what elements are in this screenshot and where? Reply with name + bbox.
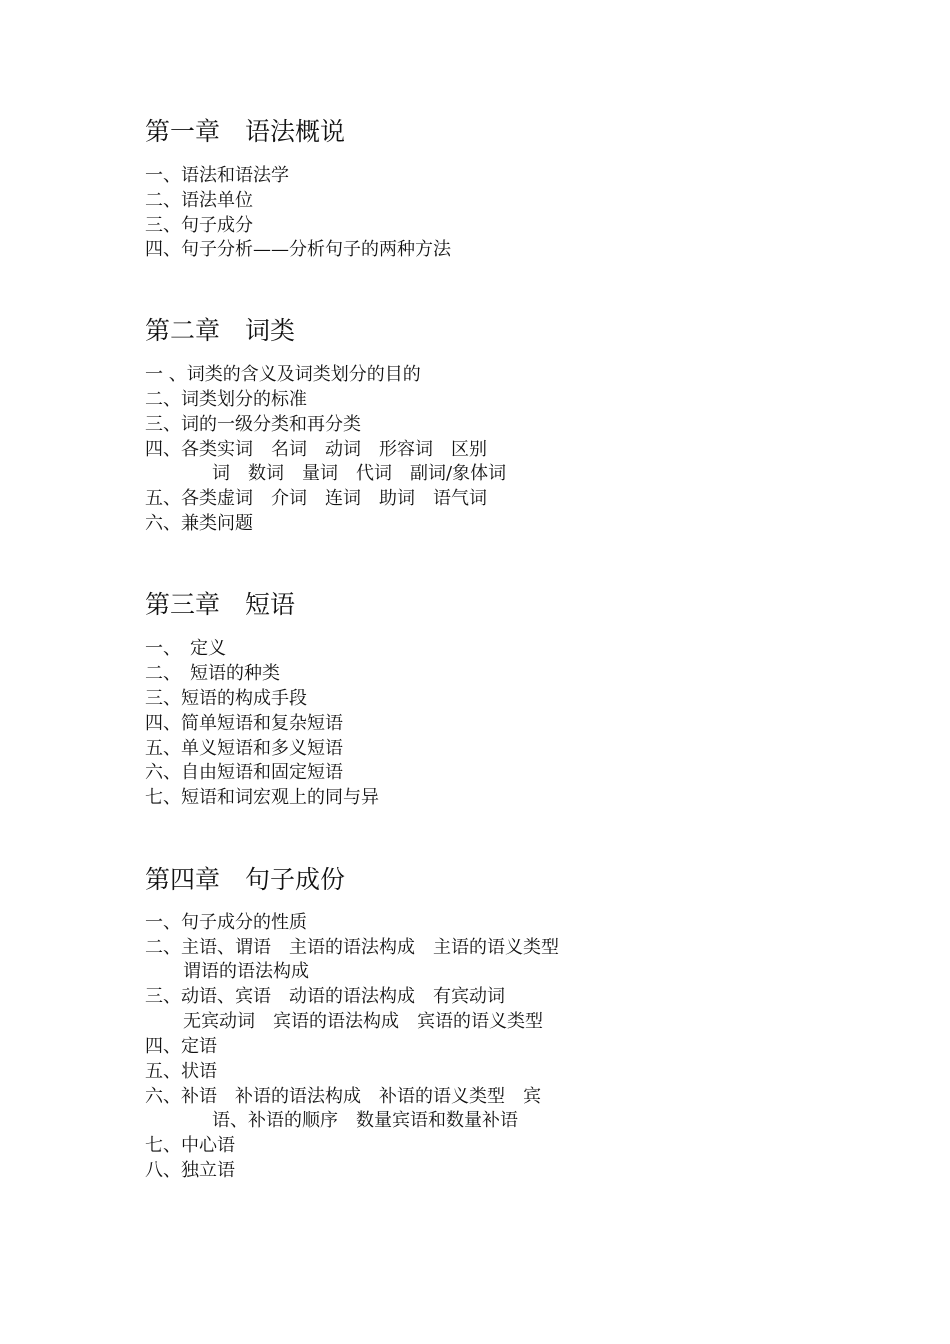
chapter-3-item-3: 三、短语的构成手段 <box>145 688 307 709</box>
chapter-3-title: 第三章 短语 <box>145 590 296 619</box>
chapter-2-item-3: 三、词的一级分类和再分类 <box>145 414 361 435</box>
chapter-3-item-7: 七、短语和词宏观上的同与异 <box>145 787 379 808</box>
chapter-2-item-4: 四、各类实词 名词 动词 形容词 区别 <box>145 439 487 460</box>
chapter-1-item-1: 一、语法和语法学 <box>145 165 289 186</box>
chapter-4-item-1: 一、句子成分的性质 <box>145 912 307 933</box>
chapter-3-item-6: 六、自由短语和固定短语 <box>145 762 343 783</box>
chapter-3-item-4: 四、简单短语和复杂短语 <box>145 713 343 734</box>
chapter-2-item-6: 六、兼类问题 <box>145 513 253 534</box>
chapter-4-item-7: 七、中心语 <box>145 1135 235 1156</box>
chapter-2-title: 第二章 词类 <box>145 316 296 345</box>
chapter-3-item-5: 五、单义短语和多义短语 <box>145 738 343 759</box>
chapter-1-title: 第一章 语法概说 <box>145 117 346 146</box>
chapter-4-title: 第四章 句子成份 <box>145 865 346 894</box>
chapter-2-item-2: 二、词类划分的标准 <box>145 389 307 410</box>
chapter-1-item-3: 三、句子成分 <box>145 215 253 236</box>
chapter-4-item-8: 八、独立语 <box>145 1160 235 1181</box>
chapter-4-item-3: 三、动语、宾语 动语的语法构成 有宾动词 <box>145 986 505 1007</box>
chapter-1-item-2: 二、语法单位 <box>145 190 253 211</box>
chapter-4-item-4: 四、定语 <box>145 1036 217 1057</box>
chapter-2-item-5: 五、各类虚词 介词 连词 助词 语气词 <box>145 488 487 509</box>
chapter-2-item-1: 一 、词类的含义及词类划分的目的 <box>145 364 421 385</box>
chapter-4-item-5: 五、状语 <box>145 1061 217 1082</box>
chapter-4-item-6-continued: 语、补语的顺序 数量宾语和数量补语 <box>212 1110 518 1131</box>
chapter-1-item-4: 四、句子分析——分析句子的两种方法 <box>145 239 451 260</box>
chapter-4-item-6: 六、补语 补语的语法构成 补语的语义类型 宾 <box>145 1086 541 1107</box>
chapter-4-item-2-continued: 谓语的语法构成 <box>183 961 309 982</box>
chapter-4-item-3-continued: 无宾动词 宾语的语法构成 宾语的语义类型 <box>183 1011 543 1032</box>
chapter-4-item-2: 二、主语、谓语 主语的语法构成 主语的语义类型 <box>145 937 559 958</box>
chapter-3-item-2: 二、 短语的种类 <box>145 663 280 684</box>
chapter-2-item-4-continued: 词 数词 量词 代词 副词/象体词 <box>212 463 507 484</box>
chapter-3-item-1: 一、 定义 <box>145 638 226 659</box>
